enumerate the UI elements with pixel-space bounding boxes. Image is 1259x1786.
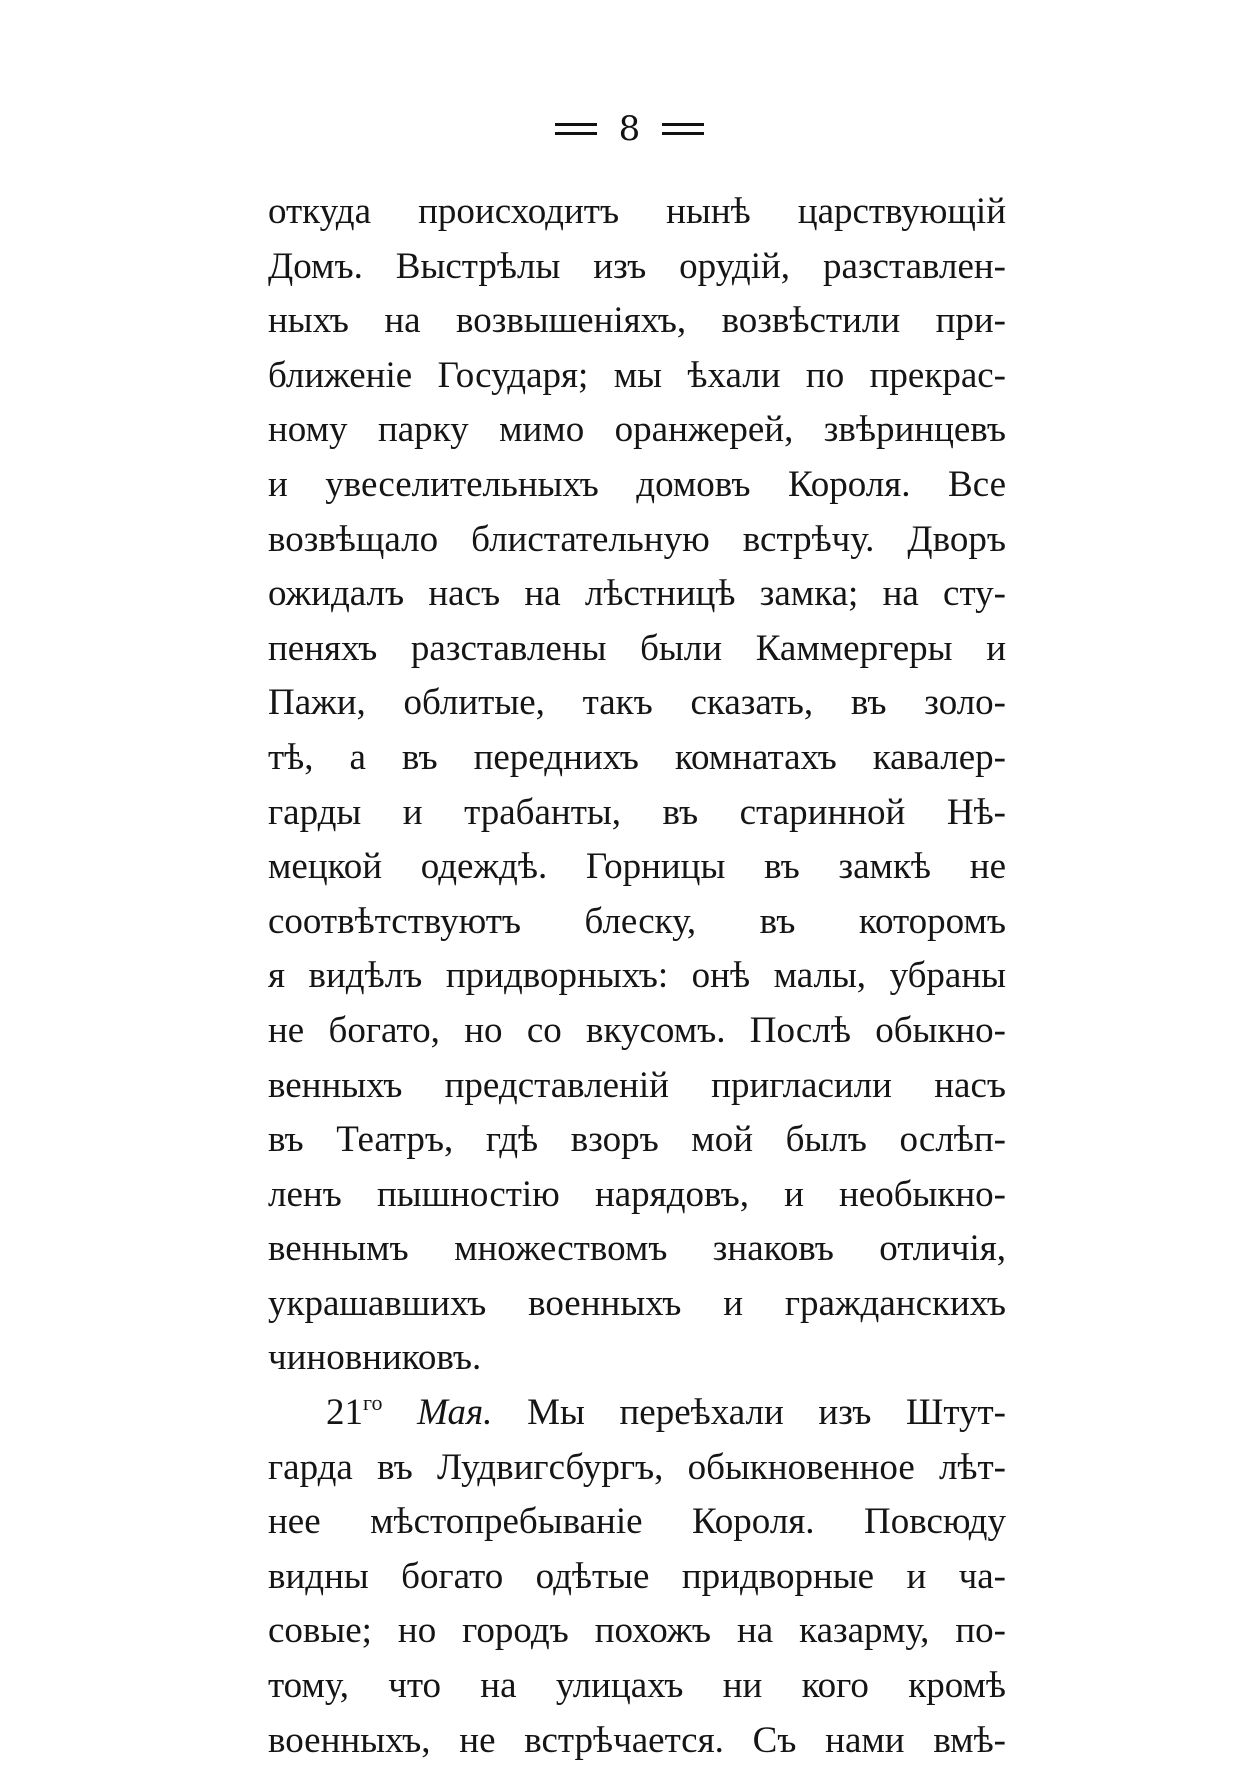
text-line: не богато, но со вкусомъ. Послѣ обыкно- xyxy=(268,1009,1006,1051)
page-number: 8 xyxy=(618,109,641,149)
text-line: и увеселительныхъ домовъ Короля. Все xyxy=(268,463,1006,505)
text-line: въ Театръ, гдѣ взоръ мой былъ ослѣп- xyxy=(268,1119,1006,1161)
text-line: ному парку мимо оранжерей, звѣринцевъ xyxy=(268,409,1006,451)
text-line: ожидалъ насъ на лѣстницѣ замка; на сту- xyxy=(268,573,1006,615)
text-line: веннымъ множествомъ знаковъ отличія, xyxy=(268,1228,1006,1270)
text-line: соотвѣтствуютъ блеску, въ которомъ xyxy=(268,900,1006,942)
text-line: видны богато одѣтые придворные и ча- xyxy=(268,1555,1006,1597)
text-line: гарды и трабанты, въ старинной Нѣ- xyxy=(268,791,1006,833)
date-day: 21 xyxy=(326,1392,363,1434)
text-line: ныхъ на возвышеніяхъ, возвѣстили при- xyxy=(268,300,1006,342)
text-line: ленъ пышностію нарядовъ, и необыкно- xyxy=(268,1173,1006,1215)
paragraph-2 xyxy=(268,1386,1006,1768)
text-line: гарда въ Лудвигсбургъ, обыкновенное лѣт- xyxy=(268,1446,1006,1488)
dated-line-text: Мы переѣхали изъ Штут- xyxy=(527,1392,1007,1434)
text-line: венныхъ представленій пригласили насъ xyxy=(268,1064,1006,1106)
text-line: откуда происходитъ нынѣ царствующій xyxy=(268,191,1006,232)
text-line: чиновниковъ. xyxy=(268,1337,482,1379)
date-month: Мая. xyxy=(417,1392,493,1434)
text-line: пеняхъ разставлены были Каммергеры и xyxy=(268,627,1006,669)
text-line: совые; но городъ похожъ на казарму, по- xyxy=(268,1610,1006,1652)
header-rule-right xyxy=(662,123,704,135)
text-line: украшавшихъ военныхъ и гражданскихъ xyxy=(268,1282,1006,1324)
dated-line xyxy=(268,1386,1006,1441)
text-line: я видѣлъ придворныхъ: онѣ малы, убраны xyxy=(268,955,1006,997)
body-text xyxy=(268,185,1006,1768)
text-line: тому, что на улицахъ ни кого кромѣ xyxy=(268,1665,1006,1707)
text-line: Пажи, облитые, такъ сказать, въ золо- xyxy=(268,682,1006,724)
text-line: возвѣщало блистательную встрѣчу. Дворъ xyxy=(268,518,1006,560)
date-ordinal-suffix: го xyxy=(363,1390,383,1416)
page-header xyxy=(0,109,1259,149)
text-line: Домъ. Выстрѣлы изъ орудій, разставлен- xyxy=(268,245,1006,287)
text-line: нее мѣстопребываніе Короля. Повсюду xyxy=(268,1501,1006,1543)
text-line: ближеніе Государя; мы ѣхали по прекрас- xyxy=(268,354,1006,396)
text-line: военныхъ, не встрѣчается. Съ нами вмѣ- xyxy=(268,1719,1006,1761)
text-line: тѣ, а въ переднихъ комнатахъ кавалер- xyxy=(268,736,1006,778)
paragraph-1 xyxy=(268,185,1006,1386)
header-rule-left xyxy=(555,123,597,135)
text-line: мецкой одеждѣ. Горницы въ замкѣ не xyxy=(268,846,1006,888)
